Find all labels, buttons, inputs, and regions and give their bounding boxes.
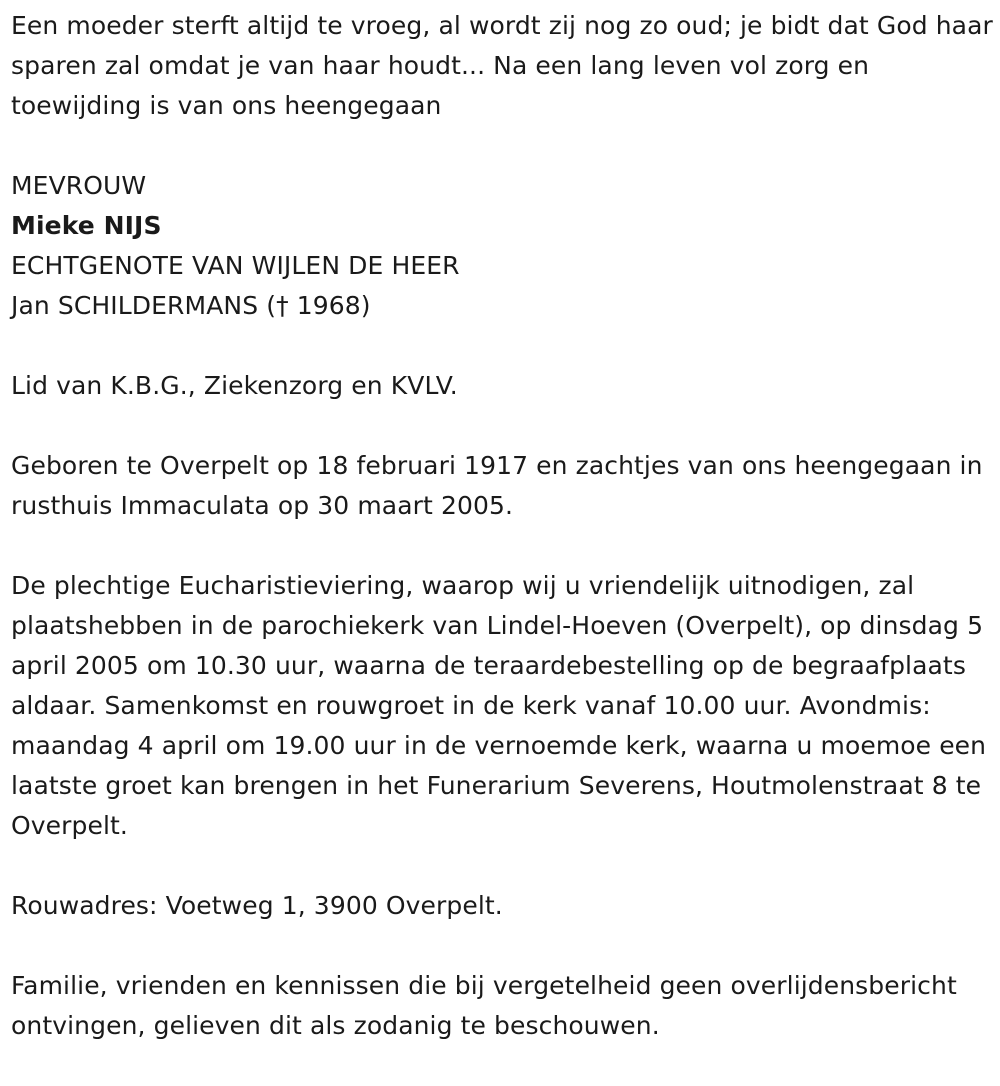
spouse-year: 1968) — [288, 291, 371, 320]
cross-icon: † — [276, 291, 289, 320]
address-text: Rouwadres: Voetweg 1, 3900 Overpelt. — [11, 891, 503, 920]
service-text: De plechtige Eucharistieviering, waarop wij u vriendelijk uitnodigen, zal plaatshebben in de parochiekerk van Lindel-Hoeven (Overpelt), op dinsdag 5 april 2005 om 10.30 uur, waarna de teraardebestelling op de begraafplaats aldaar. Samenkomst en rouwgroet in de kerk vanaf 10.00 uur. Avondmis: maandag 4 april om 19.00 uur in de vernoemde kerk, waarna u moemoe een laatste groet kan brengen in het Funerarium Severens, Houtmolenstraat 8 te Overpelt. — [11, 571, 987, 840]
spacer — [11, 846, 993, 886]
spouse-line: ECHTGENOTE VAN WIJLEN DE HEER — [11, 251, 460, 280]
spouse-name: Jan SCHILDERMANS ( — [11, 291, 277, 320]
spacer — [11, 406, 993, 446]
birth-death-text: Geboren te Overpelt op 18 februari 1917 en zachtjes van ons heengegaan in rusthuis Immaculata op 30 maart 2005. — [11, 451, 983, 520]
spacer — [11, 326, 993, 366]
deceased-name: Mieke NIJS — [11, 211, 162, 240]
closing-text: Familie, vrienden en kennissen die bij vergetelheid geen overlijdensbericht ontvingen, gelieven dit als zodanig te beschouwen. — [11, 971, 957, 1040]
spacer — [11, 126, 993, 166]
obituary-notice — [11, 6, 993, 1046]
spacer — [11, 926, 993, 966]
intro-text: Een moeder sterft altijd te vroeg, al wordt zij nog zo oud; je bidt dat God haar sparen zal omdat je van haar houdt... Na een lang leven vol zorg en toewijding is van ons heengegaan — [11, 11, 993, 120]
title-text: MEVROUW — [11, 171, 147, 200]
membership-text: Lid van K.B.G., Ziekenzorg en KVLV. — [11, 371, 458, 400]
spouse-name-line — [11, 286, 993, 326]
spacer — [11, 526, 993, 566]
